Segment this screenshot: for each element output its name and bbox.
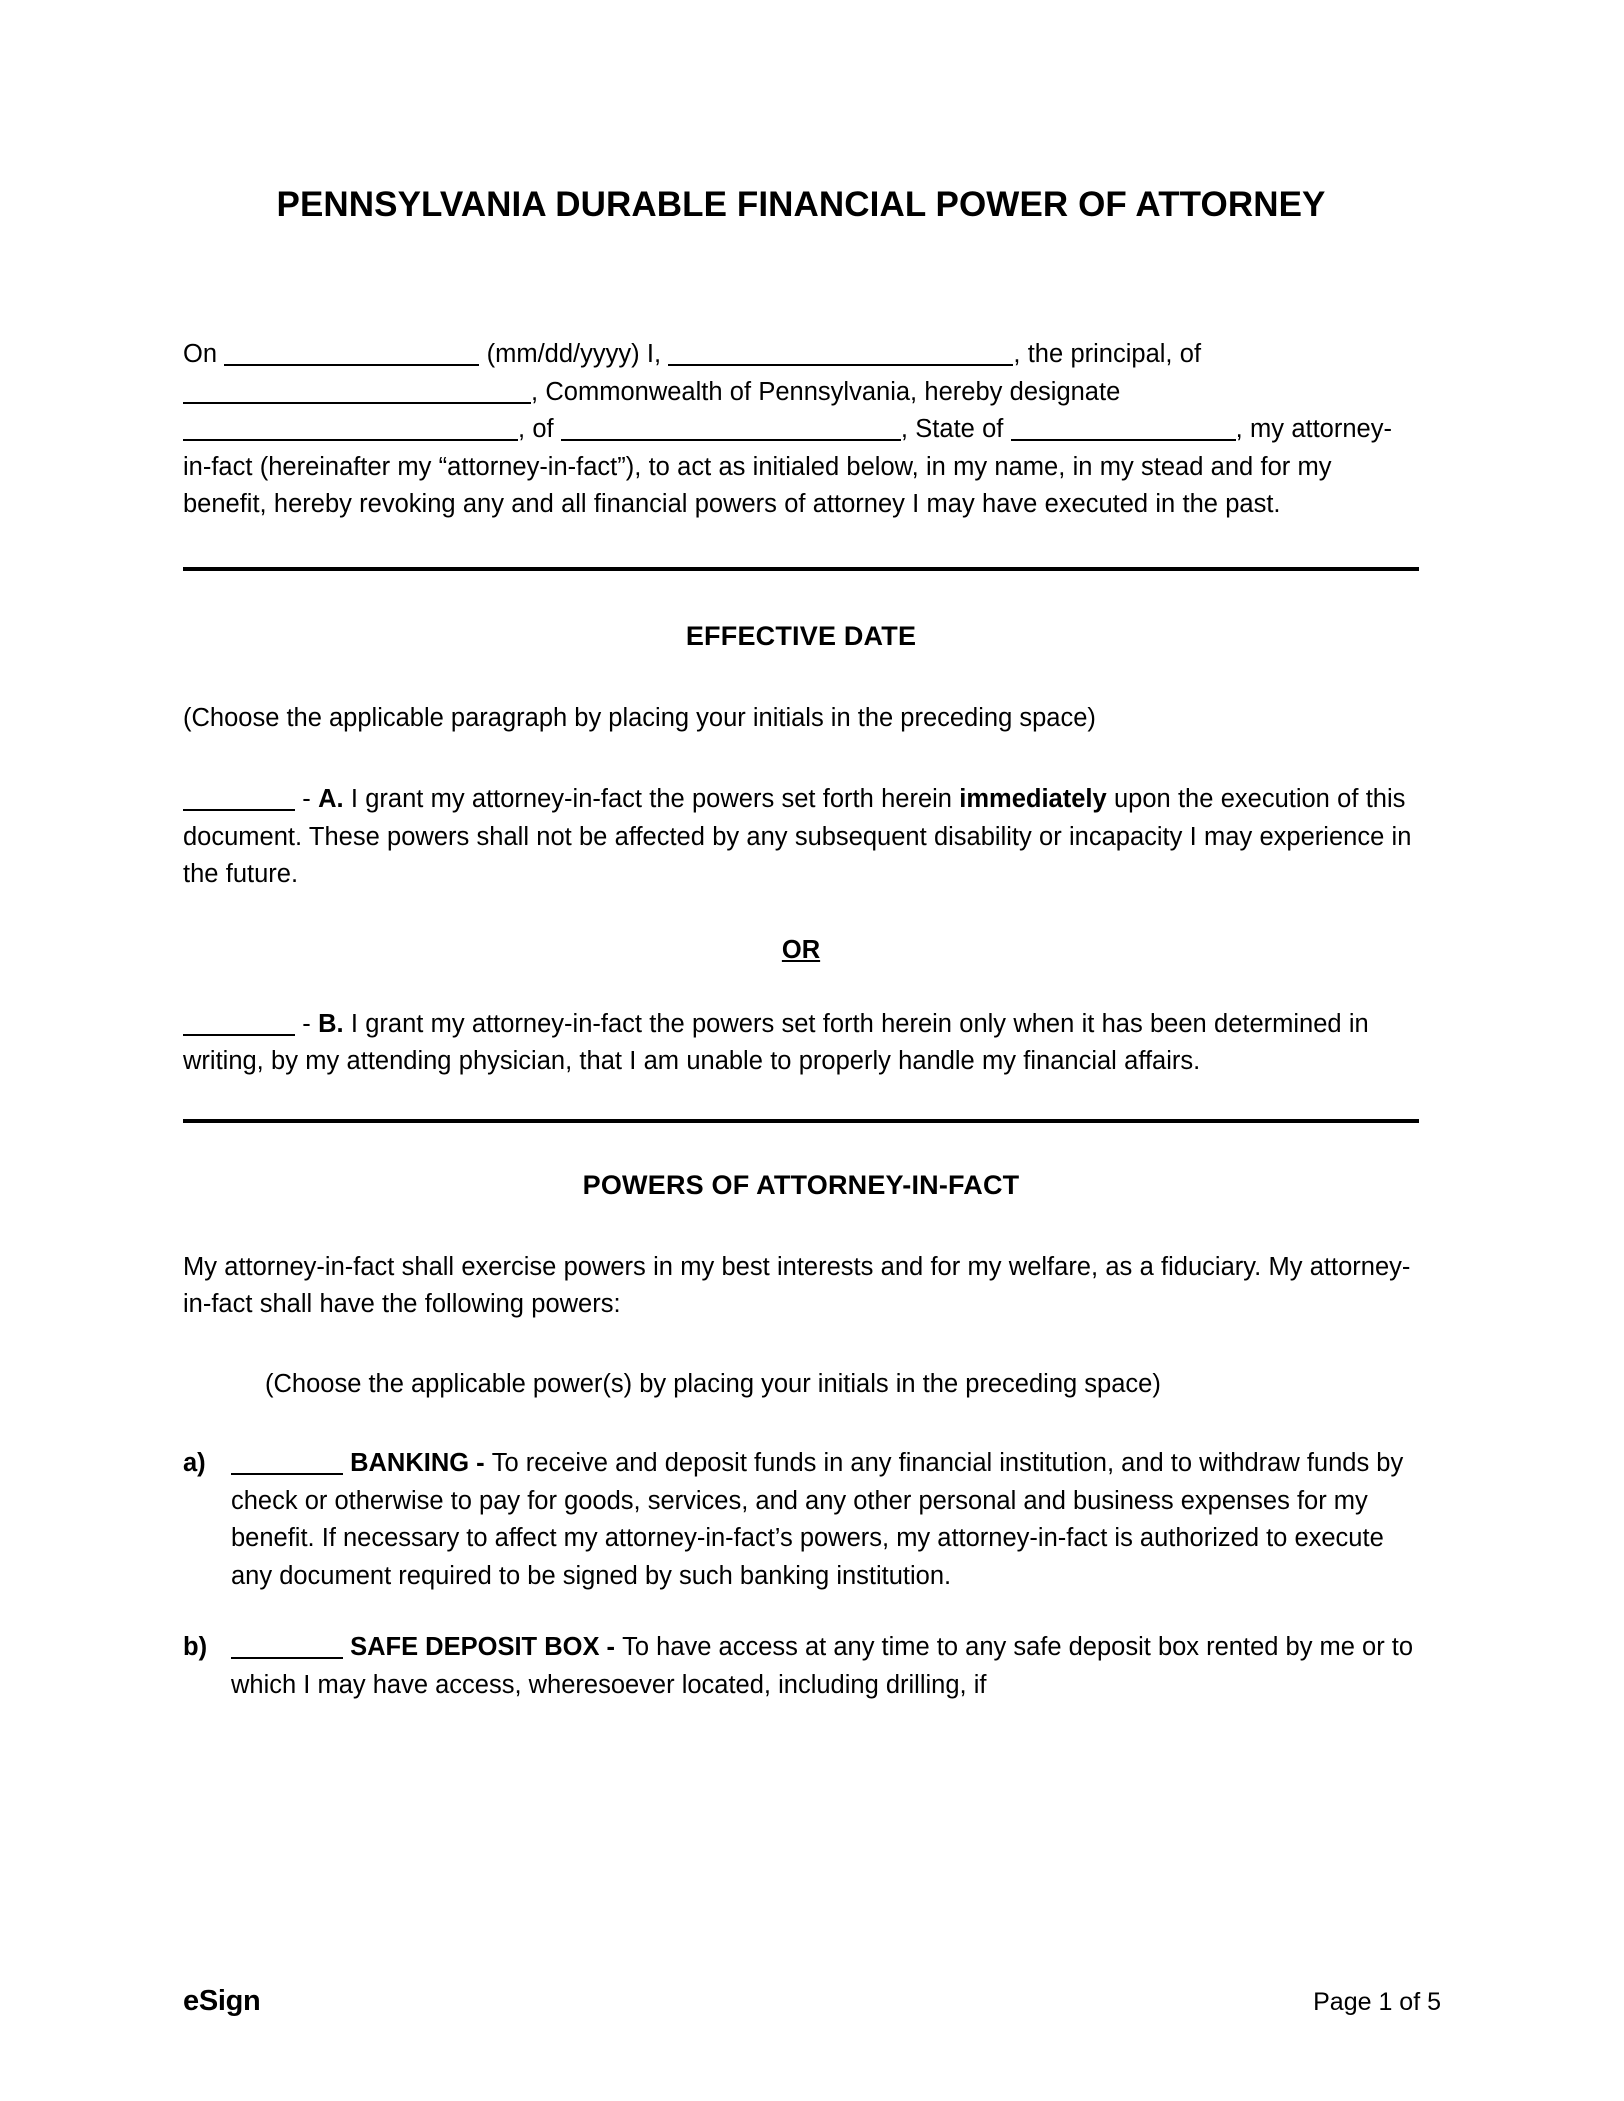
intro-text-7: , my attorney-in-fact (hereinafter my “attorney-in-fact”), to act as initialed below, in my name, in my stead and for my benefit, hereby revoking any and all financial powers of attorney I may have executed in the past.	[183, 415, 1392, 519]
option-a-letter: A.	[318, 785, 344, 814]
power-item-letter: a)	[183, 1449, 206, 1478]
power-item-text: To receive and deposit funds in any financial institution, and to withdraw funds by check or otherwise to pay for goods, services, and any other personal and business expenses for my benefit. If necessary to affect my attorney-in-fact’s powers, my attorney-in-fact is authorized to execute any document required to be signed by such banking institution.	[231, 1449, 1404, 1590]
principal-date-blank[interactable]	[224, 342, 479, 366]
intro-text-5: , of	[518, 415, 561, 444]
power-item-title: SAFE DEPOSIT BOX	[350, 1633, 600, 1662]
option-b-letter: B.	[318, 1009, 344, 1038]
intro-text-3: , the principal, of	[1013, 340, 1202, 369]
power-item-separator: -	[469, 1449, 492, 1478]
intro-text-4: , Commonwealth of Pennsylvania, hereby designate	[531, 377, 1121, 406]
page-title: PENNSYLVANIA DURABLE FINANCIAL POWER OF ATTORNEY	[276, 185, 1326, 224]
power-item-text: To have access at any time to any safe deposit box rented by me or to which I may have access, wheresoever located, including drilling, if	[231, 1633, 1414, 1699]
principal-city-blank[interactable]	[183, 380, 531, 404]
powers-heading: POWERS OF ATTORNEY-IN-FACT	[582, 1169, 1020, 1200]
option-a-text-before: I grant my attorney-in-fact the powers set forth herein	[343, 785, 960, 814]
principal-name-blank[interactable]	[668, 342, 1013, 366]
power-b-initials-blank[interactable]	[231, 1635, 343, 1659]
intro-paragraph	[183, 336, 1419, 524]
effective-date-instruction: (Choose the applicable paragraph by placing your initials in the preceding space)	[183, 703, 1096, 732]
attorney-in-fact-name-blank[interactable]	[183, 417, 518, 441]
esign-logo: eSign	[183, 1985, 261, 2017]
powers-list	[183, 1403, 1419, 1704]
effective-date-option-a	[183, 737, 1419, 894]
effective-date-divider-wrap	[183, 524, 1419, 571]
option-b-dash: -	[295, 1009, 319, 1038]
page-number: Page 1 of 5	[1313, 1988, 1441, 2016]
or-separator: OR	[781, 935, 821, 964]
list-item	[183, 1629, 1419, 1704]
attorney-in-fact-state-blank[interactable]	[1011, 417, 1236, 441]
power-item-body	[231, 1445, 1419, 1595]
option-b-initials-blank[interactable]	[183, 1012, 295, 1036]
effective-date-heading: EFFECTIVE DATE	[685, 620, 917, 651]
power-item-title: BANKING	[350, 1449, 470, 1478]
option-a-text-after: upon the execution of this document. These powers shall not be affected by any subsequent disability or incapacity I may experience in the future.	[183, 785, 1412, 889]
list-item	[183, 1445, 1419, 1595]
option-a-dash: -	[295, 785, 319, 814]
powers-instruction: (Choose the applicable power(s) by placing your initials in the preceding space)	[265, 1369, 1161, 1398]
document-content	[183, 0, 1419, 1738]
powers-intro-paragraph: My attorney-in-fact shall exercise powers in my best interests and for my welfare, as a fiduciary. My attorney-in-fact shall have the following powers:	[183, 1252, 1411, 1319]
effective-date-option-b	[183, 965, 1419, 1081]
power-item-body	[231, 1629, 1419, 1704]
intro-text-2: (mm/dd/yyyy) I,	[479, 340, 669, 369]
attorney-in-fact-city-blank[interactable]	[561, 417, 901, 441]
option-a-initials-blank[interactable]	[183, 787, 295, 811]
option-a-emphasis: immediately	[959, 785, 1107, 814]
power-a-initials-blank[interactable]	[231, 1451, 343, 1475]
intro-text-6: , State of	[900, 415, 1011, 444]
option-b-text: I grant my attorney-in-fact the powers set forth herein only when it has been determined in writing, by my attending physician, that I am unable to properly handle my financial affairs.	[183, 1009, 1369, 1076]
page-footer	[183, 1985, 1441, 2018]
power-item-separator: -	[599, 1633, 623, 1662]
power-item-letter: b)	[183, 1633, 208, 1662]
intro-text-1: On	[183, 340, 225, 369]
powers-divider-wrap	[183, 1081, 1419, 1123]
